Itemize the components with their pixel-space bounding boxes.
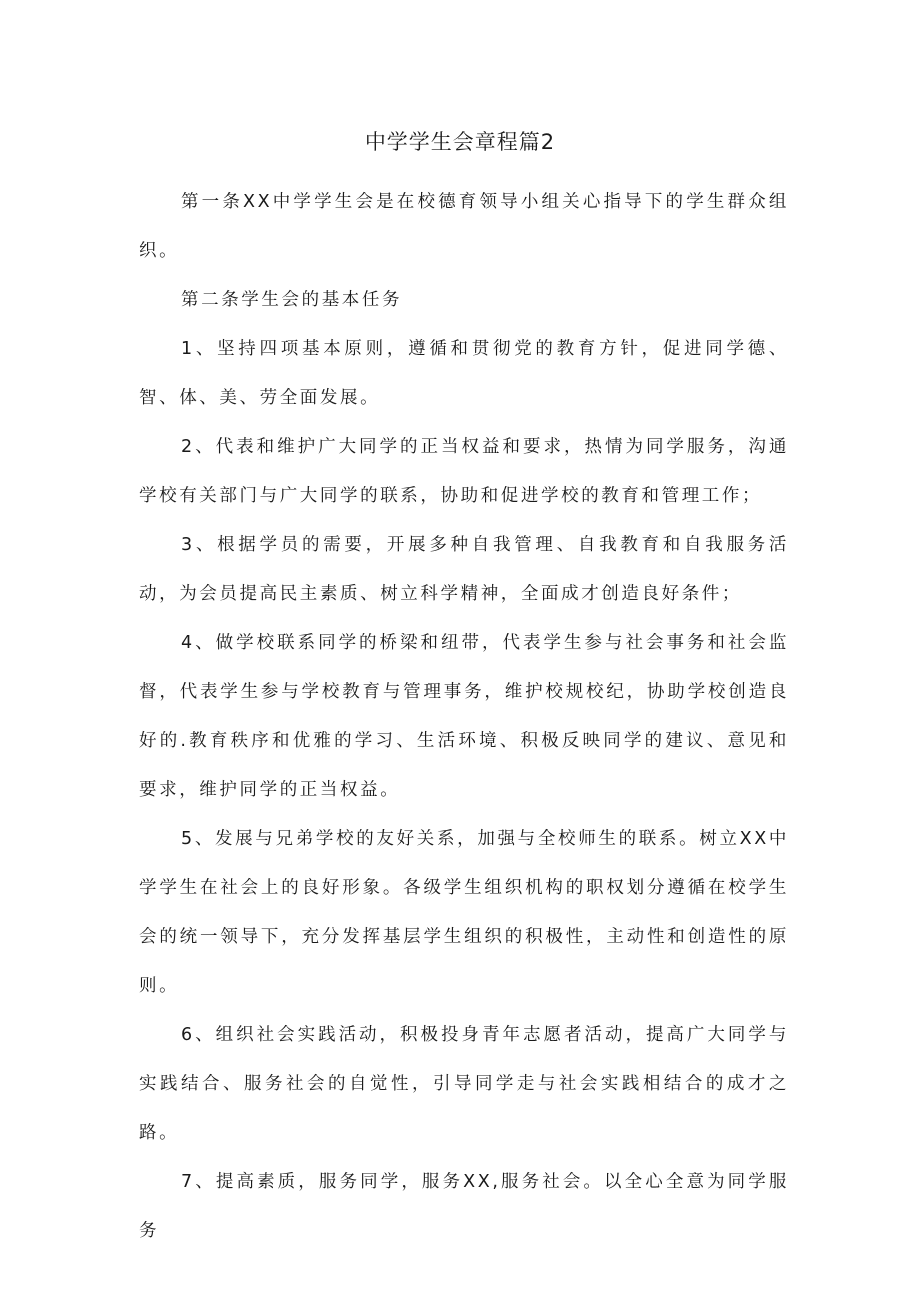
paragraph-article-1: 第一条XX中学学生会是在校德育领导小组关心指导下的学生群众组织。: [139, 192, 789, 261]
paragraph-item-1: 1、坚持四项基本原则，遵循和贯彻党的教育方针，促进同学德、智、体、美、劳全面发展。: [139, 339, 789, 408]
document-title: 中学学生会章程篇2: [364, 130, 556, 154]
paragraph-article-2-heading: 第二条学生会的基本任务: [181, 290, 403, 310]
paragraph-item-5: 5、发展与兄弟学校的友好关系，加强与全校师生的联系。树立XX中学学生在社会上的良好形象。各级学生组织机构的职权划分遵循在校学生会的统一领导下，充分发挥基层学生组织的积极性，主动性和创造性的原则。: [139, 829, 789, 996]
paragraph-item-7: 7、提高素质，服务同学，服务XX,服务社会。以全心全意为同学服务: [139, 1172, 789, 1241]
document-body: [139, 178, 789, 1256]
paragraph-item-2: 2、代表和维护广大同学的正当权益和要求，热情为同学服务，沟通学校有关部门与广大同学的联系，协助和促进学校的教育和管理工作；: [139, 437, 789, 506]
paragraph-item-4: 4、做学校联系同学的桥梁和纽带，代表学生参与社会事务和社会监督，代表学生参与学校教育与管理事务，维护校规校纪，协助学校创造良好的.教育秩序和优雅的学习、生活环境、积极反映同学的建议、意见和要求，维护同学的正当权益。: [139, 633, 789, 800]
paragraph-item-6: 6、组织社会实践活动，积极投身青年志愿者活动，提高广大同学与实践结合、服务社会的自觉性，引导同学走与社会实践相结合的成才之路。: [139, 1025, 789, 1143]
paragraph-item-3: 3、根据学员的需要，开展多种自我管理、自我教育和自我服务活动，为会员提高民主素质、树立科学精神，全面成才创造良好条件；: [139, 535, 789, 604]
